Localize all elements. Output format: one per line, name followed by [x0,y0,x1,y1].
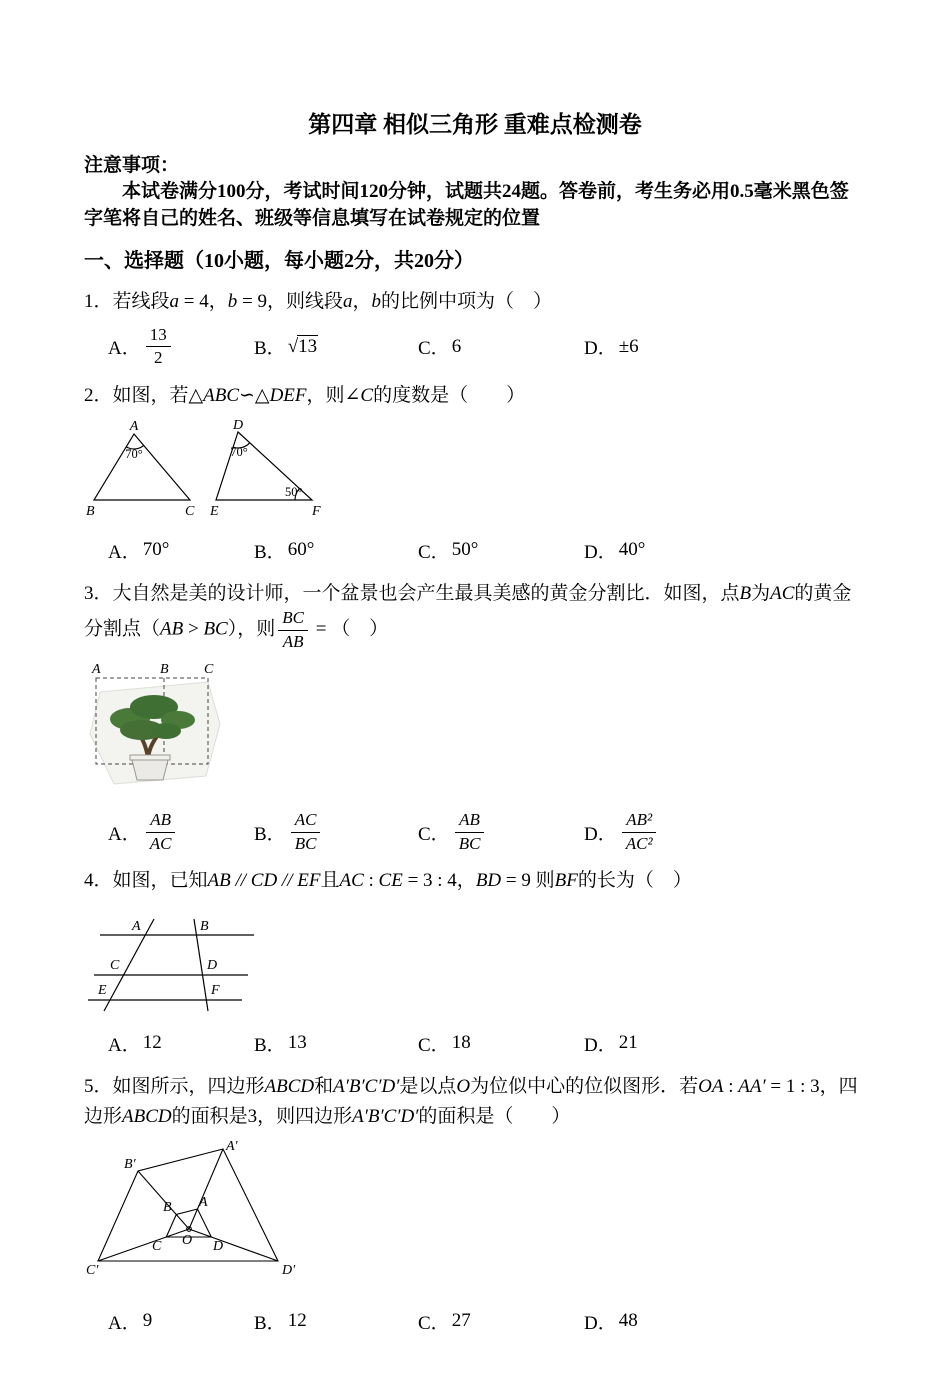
question-3-option-b [254,810,418,854]
question-2-option-c [418,537,584,564]
option-value: 27 [451,1310,471,1332]
option-label: A． [108,823,141,845]
question-4-stem: 4．如图，已知AB // CD // EF且AC : CE = 3 : 4，BD = 9 则BF的长为（ ） [84,870,692,892]
option-value: $\frac{AB}{BC}$ [452,810,488,854]
option-label: C． [418,338,450,360]
option-label: C． [418,823,450,845]
option-label: A． [108,338,141,360]
option-value: 6 [451,335,462,357]
question-3-option-d [584,810,660,854]
question-3 [84,579,866,854]
question-5-option-d [584,1308,638,1335]
question-5-option-c [418,1308,584,1335]
question-2-stem: 2．如图，若△ABC∽△DEF，则∠C的度数是（ ） [84,384,526,406]
parallel-lines-figure [86,905,261,1013]
q2-vertex-c-label: C [185,504,195,520]
question-2-option-a [108,537,254,564]
q2-vertex-a-label: A [129,420,139,435]
question-4 [84,866,866,1060]
option-value: √13 [287,335,318,357]
q2-vertex-b-label: B [86,504,95,520]
option-label: B． [254,1312,286,1334]
homothety-figure [86,1141,316,1291]
option-label: C． [418,1312,450,1334]
q4-point-d-label: D [207,958,218,974]
q5-vertex-b-prime-label: B′ [124,1157,136,1173]
notice-heading: 注意事项： [84,154,180,176]
question-5-stem: 5．如图所示，四边形ABCD和A′B′C′D′是以点O为位似中心的位似图形．若OA : AA′ = 1 : 3，四边形ABCD的面积是3，则四边形A′B′C′D′的面积是（ ） [84,1076,858,1127]
option-value: 60° [287,539,315,561]
triangle-abc-shape [94,434,190,500]
ray-o-c-prime [98,1229,189,1261]
question-4-option-a [108,1030,254,1057]
option-value: 21 [618,1032,638,1054]
option-label: D． [584,1312,617,1334]
bonsai-golden-ratio-figure [86,662,236,797]
option-label: C． [418,1034,450,1056]
question-4-option-c [418,1030,584,1057]
notice-body: 本试卷满分100分，考试时间120分钟，试题共24题。答卷前，考生务必用0.5毫米黑色签字笔将自己的姓名、班级等信息填写在试卷规定的位置 [84,181,849,230]
similar-triangles-figure [86,420,326,520]
option-value: $\frac{AB}{AC}$ [143,810,179,854]
q2-vertex-e-label: E [210,504,219,520]
ray-o-a-prime [189,1149,223,1229]
option-value: $\frac{AC}{BC}$ [288,810,324,854]
question-3-option-c [418,810,584,854]
option-value: ±6 [618,335,639,357]
q5-vertex-c-label: C [152,1239,162,1255]
question-1-option-d [584,333,639,360]
question-5 [84,1072,866,1338]
q2-vertex-d-label: D [232,420,244,434]
option-value: 40° [618,539,646,561]
option-label: B． [254,823,286,845]
option-value: 13 [287,1032,307,1054]
bonsai-pot-rim [130,755,170,760]
question-4-figure [86,905,866,1018]
q4-point-a-label: A [132,919,141,935]
question-2-option-b [254,537,418,564]
q5-center-o-label: O [182,1233,193,1249]
q4-point-f-label: F [211,983,220,999]
question-4-option-d [584,1030,638,1057]
page-title: 第四章 相似三角形 重难点检测卷 [308,112,642,137]
question-2 [84,381,866,567]
question-3-figure [86,662,866,802]
q3-point-c-label: C [204,662,214,678]
option-value: 70° [142,539,170,561]
question-1-stem: 1．若线段a = 4，b = 9，则线段a，b的比例中项为（ ） [84,291,552,313]
q2-vertex-f-label: F [312,504,321,520]
question-5-option-a [108,1308,254,1335]
q2-angle-a-label: 70° [125,447,143,462]
q5-vertex-a-prime-label: A′ [226,1141,238,1155]
question-2-figure [86,420,866,525]
triangle-abc-outline [94,434,190,500]
option-label: D． [584,823,617,845]
option-value: 9 [142,1310,153,1332]
option-label: A． [108,1312,141,1334]
question-1-option-b [254,333,418,360]
question-1-options [108,325,866,369]
q3-point-b-label: B [160,662,169,678]
option-label: B． [254,1034,286,1056]
q4-point-b-label: B [200,919,209,935]
option-value: 18 [451,1032,471,1054]
q5-vertex-d-prime-label: D′ [282,1263,296,1279]
bonsai-foliage [151,723,181,739]
question-3-option-a [108,810,254,854]
option-label: B． [254,338,286,360]
q3-point-a-label: A [92,662,101,678]
question-5-figure [86,1141,866,1296]
section-heading: 一、选择题（10小题，每小题2分，共20分） [84,250,474,273]
question-3-options [108,810,866,854]
option-label: B． [254,541,286,563]
option-label: A． [108,1034,141,1056]
question-5-options [108,1304,866,1338]
question-1-option-c [418,333,584,360]
q5-vertex-a-label: A [199,1195,208,1211]
q4-point-c-label: C [110,958,120,974]
option-value: $\frac{\text{AB²}}{\text{AC²}}$ [619,810,660,854]
q5-vertex-d-label: D [213,1239,224,1255]
option-label: A． [108,541,141,563]
question-4-option-b [254,1030,418,1057]
question-2-options [108,533,866,567]
question-1-option-a [108,325,254,369]
option-label: D． [584,1034,617,1056]
question-4-options [108,1026,866,1060]
option-label: D． [584,541,617,563]
q5-vertex-c-prime-label: C′ [86,1263,99,1279]
option-label: D． [584,338,617,360]
q2-angle-f-label: 50° [285,485,303,500]
option-value: 50° [451,539,479,561]
question-3-stem: 3．大自然是美的设计师，一个盆景也会产生最具美感的黄金分割比．如图，点B为AC的黄金分割点（AB > BC），则 $\frac{BC}{AB}$ = （ ） [84,583,852,651]
q4-point-e-label: E [98,983,107,999]
option-value: 48 [618,1310,638,1332]
option-value: $\frac{13}{2}$ [143,325,174,369]
option-value: 12 [142,1032,162,1054]
q5-vertex-b-label: B [163,1200,172,1216]
q2-angle-d-label: 70° [230,445,248,460]
question-5-option-b [254,1308,418,1335]
option-label: C． [418,541,450,563]
question-2-option-d [584,537,645,564]
option-value: 12 [287,1310,307,1332]
bonsai-pot [132,760,168,780]
question-1 [84,287,866,368]
